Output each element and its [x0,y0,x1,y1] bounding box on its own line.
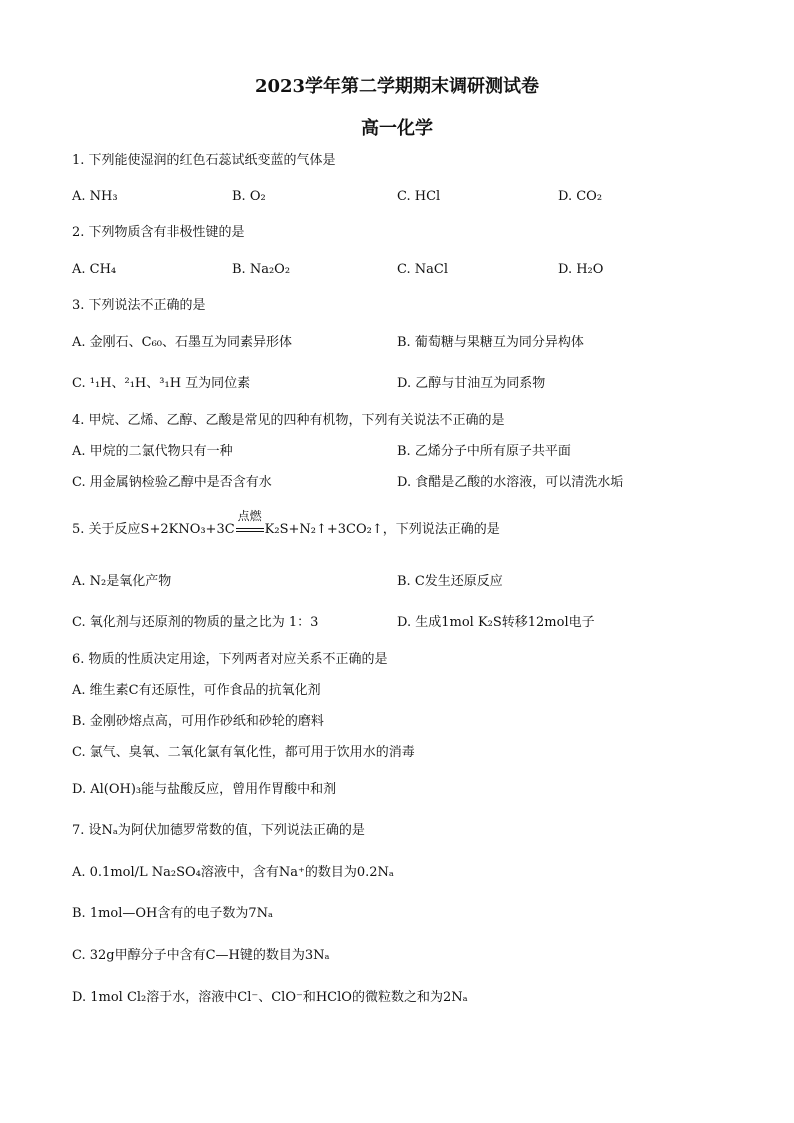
question-1-option-c: C. HCl [397,189,441,204]
question-1-option-b: B. O₂ [232,189,266,204]
question-1-option-a: A. NH₃ [72,189,118,204]
question-2-stem: 2. 下列物质含有非极性键的是 [72,225,245,240]
equals-sign [236,528,264,532]
question-7-option-d: D. 1mol Cl₂溶于水，溶液中Cl⁻、ClO⁻和HClO的微粒数之和为2Nₐ [72,990,468,1005]
question-6-option-b: B. 金刚砂熔点高，可用作砂纸和砂轮的磨料 [72,714,324,729]
question-6-option-c: C. 氯气、臭氧、二氧化氯有氧化性，都可用于饮用水的消毒 [72,745,415,760]
question-3-option-b: B. 葡萄糖与果糖互为同分异构体 [397,335,584,350]
question-5-stem [72,509,500,539]
question-1-option-d: D. CO₂ [558,189,603,204]
question-6-option-d: D. Al(OH)₃能与盐酸反应，曾用作胃酸中和剂 [72,782,337,797]
question-4-option-c: C. 用金属钠检验乙醇中是否含有水 [72,475,272,490]
question-3-option-d: D. 乙醇与甘油互为同系物 [397,376,546,391]
question-5-stem-prefix: 5. 关于反应S+2KNO₃+3C [72,522,235,537]
question-6-stem: 6. 物质的性质决定用途，下列两者对应关系不正确的是 [72,652,388,667]
question-4-option-a: A. 甲烷的二氯代物只有一种 [72,444,233,459]
question-5-option-a: A. N₂是氧化产物 [72,574,172,589]
question-2-option-b: B. Na₂O₂ [232,262,291,277]
question-7-option-b: B. 1mol—OH含有的电子数为7Nₐ [72,906,274,921]
question-5-option-b: B. C发生还原反应 [397,574,503,589]
question-4-stem: 4. 甲烷、乙烯、乙醇、乙酸是常见的四种有机物，下列有关说法不正确的是 [72,413,505,428]
exam-subject: 高一化学 [361,118,433,139]
question-4-option-b: B. 乙烯分子中所有原子共平面 [397,444,571,459]
question-7-option-a: A. 0.1mol/L Na₂SO₄溶液中，含有Na⁺的数目为0.2Nₐ [72,865,394,880]
question-7-stem: 7. 设Nₐ为阿伏加德罗常数的值，下列说法正确的是 [72,823,365,838]
question-6-option-a: A. 维生素C有还原性，可作食品的抗氧化剂 [72,683,321,698]
question-2-option-c: C. NaCl [397,262,448,277]
question-2-option-d: D. H₂O [558,262,604,277]
question-5-option-c: C. 氧化剂与还原剂的物质的量之比为 1：3 [72,615,319,630]
question-3-option-a: A. 金刚石、C₆₀、石墨互为同素异形体 [72,335,293,350]
question-5-option-d: D. 生成1mol K₂S转移12mol电子 [397,615,595,630]
question-5-stem-suffix: K₂S+N₂↑+3CO₂↑，下列说法正确的是 [264,522,500,537]
question-2-option-a: A. CH₄ [72,262,117,277]
exam-title: 2023学年第二学期期末调研测试卷 [254,76,540,97]
question-4-option-d: D. 食醋是乙酸的水溶液，可以清洗水垢 [397,475,624,490]
question-7-option-c: C. 32g甲醇分子中含有C—H键的数目为3Nₐ [72,948,330,963]
question-1-stem: 1. 下列能使湿润的红色石蕊试纸变蓝的气体是 [72,153,336,168]
reaction-condition-arrow [235,509,265,539]
question-3-stem: 3. 下列说法不正确的是 [72,298,206,313]
question-3-option-c: C. ¹₁H、²₁H、³₁H 互为同位素 [72,376,251,391]
reaction-condition-label: 点燃 [237,509,262,523]
